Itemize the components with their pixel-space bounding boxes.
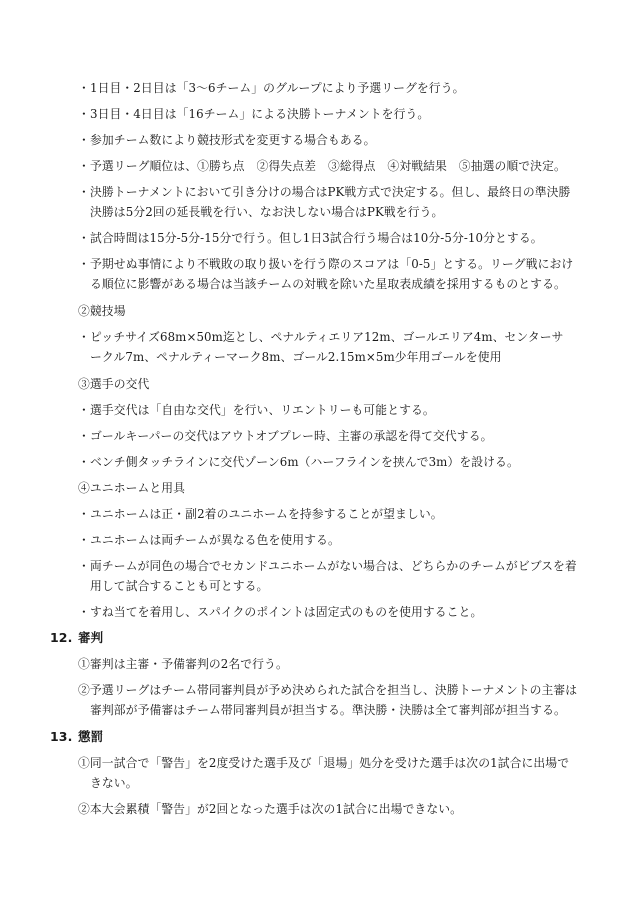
section-title: 懲罰: [78, 729, 104, 744]
bullet-mark: ・: [78, 159, 90, 173]
section-12-heading: [50, 630, 103, 646]
uniform-text: 両チームが同色の場合でセカンドユニホームがない場合は、どちらかのチームがビブスを着: [90, 559, 577, 573]
rule-text: 1日目・2日目は「3～6チーム」のグループにより予選リーグを行う。: [90, 81, 465, 95]
rule-bullet-7-continued: る順位に影響がある場合は当該チームの対戦を除いた星取表成績を採用するものとする。: [90, 277, 566, 291]
venue-bullet-1-continued: ークル7m、ペナルティーマーク8m、ゴール2.15m×5m少年用ゴールを使用: [90, 350, 502, 364]
section-number: 13.: [50, 729, 73, 744]
uniform-text: ユニホームは両チームが異なる色を使用する。: [90, 533, 340, 547]
rule-text: 予選リーグ順位は、①勝ち点 ②得失点差 ③総得点 ④対戦結果 ⑤抽選の順で決定。: [90, 159, 566, 173]
bullet-mark: ・: [78, 455, 90, 469]
section-title: 審判: [78, 630, 104, 645]
uniform-text: すね当てを着用し、スパイクのポイントは固定式のものを使用すること。: [90, 605, 483, 619]
uniform-bullet-4: [78, 604, 482, 620]
uniform-bullet-3: [78, 558, 577, 574]
rule-text: 予期せぬ事情により不戦敗の取り扱いを行う際のスコアは「0-5」とする。リーグ戦におけ: [90, 257, 574, 271]
bullet-mark: ・: [78, 133, 90, 147]
section-13-item-2: ②本大会累積「警告」が2回となった選手は次の1試合に出場できない。: [78, 802, 463, 816]
bullet-mark: ・: [78, 429, 90, 443]
uniform-bullet-1: [78, 506, 443, 522]
rule-bullet-7: [78, 256, 573, 272]
section-12-item-2-continued: 審判部が予備審はチーム帯同審判員が担当する。準決勝・決勝は全て審判部が担当する。: [90, 703, 566, 717]
section-13-heading: [50, 729, 103, 745]
venue-text: ピッチサイズ68m×50m迄とし、ペナルティエリア12m、ゴールエリア4m、センターサ: [90, 330, 564, 344]
rule-bullet-6: [78, 230, 543, 246]
uniform-heading: ④ユニホームと用具: [78, 481, 186, 495]
uniform-text: ユニホームは正・副2着のユニホームを持参することが望ましい。: [90, 507, 443, 521]
section-12-item-2: ②予選リーグはチーム帯同審判員が予め決められた試合を担当し、決勝トーナメントの主審は: [78, 683, 578, 697]
venue-heading: ②競技場: [78, 304, 126, 318]
bullet-mark: ・: [78, 507, 90, 521]
rule-bullet-5: [78, 184, 570, 200]
rule-bullet-5-continued: 決勝は5分2回の延長戦を行い、なお決しない場合はPK戦を行う。: [90, 205, 444, 219]
uniform-bullet-3-continued: 用して試合することも可とする。: [90, 579, 269, 593]
bullet-mark: ・: [78, 231, 90, 245]
rule-bullet-1: [78, 80, 465, 96]
bullet-mark: ・: [78, 330, 90, 344]
rule-text: 決勝トーナメントにおいて引き分けの場合はPK戦方式で決定する。但し、最終日の準決勝: [90, 185, 571, 199]
substitution-bullet-3: [78, 454, 519, 470]
bullet-mark: ・: [78, 81, 90, 95]
substitution-text: 選手交代は「自由な交代」を行い、リエントリーも可能とする。: [90, 403, 435, 417]
substitution-bullet-1: [78, 402, 435, 418]
bullet-mark: ・: [78, 533, 90, 547]
bullet-mark: ・: [78, 107, 90, 121]
bullet-mark: ・: [78, 185, 90, 199]
bullet-mark: ・: [78, 257, 90, 271]
bullet-mark: ・: [78, 605, 90, 619]
rule-bullet-2: [78, 106, 429, 122]
section-13-item-1: ①同一試合で「警告」を2度受けた選手及び「退場」処分を受けた選手は次の1試合に出場で: [78, 756, 570, 770]
rule-text: 参加チーム数により競技形式を変更する場合もある。: [90, 133, 376, 147]
bullet-mark: ・: [78, 403, 90, 417]
uniform-bullet-2: [78, 532, 340, 548]
venue-bullet-1: [78, 329, 564, 345]
section-number: 12.: [50, 630, 73, 645]
bullet-mark: ・: [78, 559, 90, 573]
substitution-heading: ③選手の交代: [78, 377, 150, 391]
substitution-bullet-2: [78, 428, 493, 444]
rule-bullet-4: [78, 158, 566, 174]
substitution-text: ゴールキーパーの交代はアウトオブプレー時、主審の承認を得て交代する。: [90, 429, 493, 443]
substitution-text: ベンチ側タッチラインに交代ゾーン6m（ハーフラインを挟んで3m）を設ける。: [90, 455, 519, 469]
rule-text: 3日目・4日目は「16チーム」による決勝トーナメントを行う。: [90, 107, 430, 121]
rule-text: 試合時間は15分-5分-15分で行う。但し1日3試合行う場合は10分-5分-10分とする。: [90, 231, 543, 245]
section-13-item-1-continued: きない。: [90, 776, 138, 790]
rule-bullet-3: [78, 132, 376, 148]
section-12-item-1: ①審判は主審・予備審判の2名で行う。: [78, 657, 288, 671]
